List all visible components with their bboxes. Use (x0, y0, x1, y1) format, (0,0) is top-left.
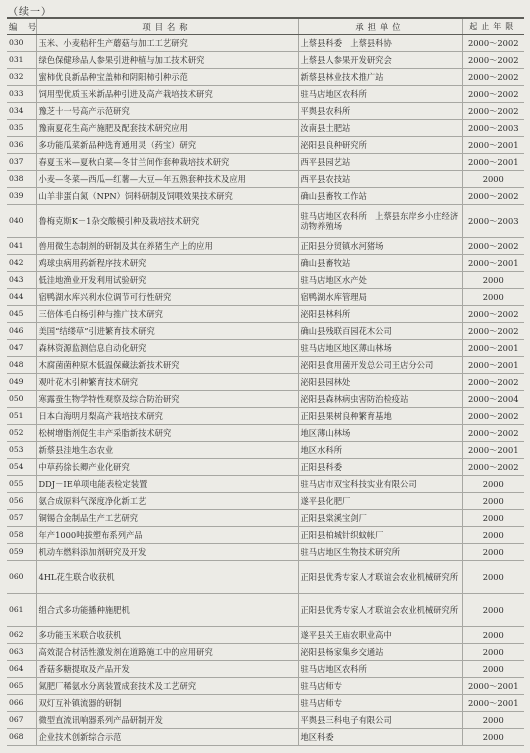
cell-year: 2000～2002 (462, 188, 524, 205)
cell-name: 寒露蚕生物学特性观察及综合防治研究 (36, 391, 298, 408)
table-row (7, 408, 524, 425)
header-name: 项目名称 (36, 18, 298, 35)
cell-no: 032 (7, 69, 36, 86)
cell-no: 039 (7, 188, 36, 205)
cell-year: 2000～2002 (462, 408, 524, 425)
cell-unit: 西平县园艺站 (298, 154, 462, 171)
table-row (7, 729, 524, 746)
cell-unit: 驻马店市双宝科技实业有限公司 (298, 476, 462, 493)
cell-year: 2000 (462, 510, 524, 527)
cell-name: 木腐菌菌种原木低温保藏法新技术研究 (36, 357, 298, 374)
table-row (7, 171, 524, 188)
cell-no: 040 (7, 205, 36, 238)
table-row (7, 544, 524, 561)
cell-unit: 正阳县优秀专家人才联谊会农业机械研究所 (298, 594, 462, 627)
cell-name: 机动车燃料添加剂研究及开发 (36, 544, 298, 561)
cell-year: 2000～2002 (462, 86, 524, 103)
table-row (7, 476, 524, 493)
cell-name: 高效混合材活性激发剂在道路施工中的应用研究 (36, 644, 298, 661)
cell-unit: 地区科委 (298, 729, 462, 746)
cell-no: 061 (7, 594, 36, 627)
cell-unit: 正阳县科委 (298, 459, 462, 476)
cell-name: 鸡球虫病用药新程序技术研究 (36, 255, 298, 272)
cell-no: 046 (7, 323, 36, 340)
cell-year: 2000 (462, 493, 524, 510)
cell-unit: 确山县畜牧站 (298, 255, 462, 272)
cell-year: 2000～2002 (462, 238, 524, 255)
cell-unit: 遂平县化肥厂 (298, 493, 462, 510)
table-row (7, 52, 524, 69)
table-row (7, 238, 524, 255)
cell-year: 2000 (462, 594, 524, 627)
table-row (7, 594, 524, 627)
cell-name: 4HL花生联合收获机 (36, 561, 298, 594)
cell-name: 小麦—冬菜—西瓜—红薯—大豆—年五熟套种技术及应用 (36, 171, 298, 188)
cell-year: 2000～2002 (462, 425, 524, 442)
cell-name: 新蔡县洼地生态农业 (36, 442, 298, 459)
cell-no: 063 (7, 644, 36, 661)
cell-no: 044 (7, 289, 36, 306)
cell-year: 2000～2001 (462, 255, 524, 272)
table-row (7, 272, 524, 289)
cell-year: 2000～2001 (462, 137, 524, 154)
cell-name: 宿鸭湖水库兴利水位调节可行性研究 (36, 289, 298, 306)
cell-name: 观叶花木引种繁育技术研究 (36, 374, 298, 391)
table-row (7, 306, 524, 323)
cell-unit: 泌阳县林科所 (298, 306, 462, 323)
cell-year: 2000～2002 (462, 35, 524, 52)
table-row (7, 442, 524, 459)
cell-year: 2000～2001 (462, 678, 524, 695)
continued-caption: （续一） (8, 7, 52, 18)
cell-year: 2000 (462, 644, 524, 661)
table-row (7, 561, 524, 594)
cell-unit: 正阳县优秀专家人才联谊会农业机械研究所 (298, 561, 462, 594)
cell-unit: 地区薄山林场 (298, 425, 462, 442)
table-row (7, 712, 524, 729)
cell-unit: 平舆县三科电子有限公司 (298, 712, 462, 729)
cell-no: 066 (7, 695, 36, 712)
cell-year: 2000 (462, 544, 524, 561)
cell-name: 森林资源监测信息自动化研究 (36, 340, 298, 357)
cell-year: 2000～2001 (462, 357, 524, 374)
cell-year: 2000 (462, 476, 524, 493)
table-row (7, 86, 524, 103)
cell-name: 春夏玉米—夏秋白菜—冬甘兰间作套种栽培技术研究 (36, 154, 298, 171)
cell-year: 2000 (462, 661, 524, 678)
header-unit: 承担单位 (298, 18, 462, 35)
cell-no: 067 (7, 712, 36, 729)
cell-unit: 平舆县农科所 (298, 103, 462, 120)
cell-no: 058 (7, 527, 36, 544)
cell-no: 056 (7, 493, 36, 510)
table-row (7, 357, 524, 374)
table-row (7, 340, 524, 357)
cell-no: 068 (7, 729, 36, 746)
cell-name: 山羊非蛋白氮（NPN）饲料研制及饲喂效果技术研究 (36, 188, 298, 205)
cell-year: 2000～2002 (462, 52, 524, 69)
cell-unit: 驻马店地区农科所 (298, 86, 462, 103)
cell-year: 2000 (462, 289, 524, 306)
cell-no: 030 (7, 35, 36, 52)
cell-name: 多功能瓜菜新品种选育通用灵（药宝）研究 (36, 137, 298, 154)
cell-name: 企业技术创新综合示范 (36, 729, 298, 746)
cell-no: 042 (7, 255, 36, 272)
cell-no: 052 (7, 425, 36, 442)
cell-no: 065 (7, 678, 36, 695)
cell-unit: 驻马店地区生物技术研究所 (298, 544, 462, 561)
cell-year: 2000～2002 (462, 323, 524, 340)
table-row (7, 678, 524, 695)
cell-year: 2000 (462, 627, 524, 644)
cell-name: 三倍体毛白杨引种与推广技术研究 (36, 306, 298, 323)
cell-unit: 正阳县柏城针织蚊帐厂 (298, 527, 462, 544)
cell-name: 微型直流讯响器系列产品研制开发 (36, 712, 298, 729)
table-row (7, 459, 524, 476)
cell-name: 饲用型优质玉米新品种引进及高产栽培技术研究 (36, 86, 298, 103)
cell-unit: 上蔡县人参果开发研究会 (298, 52, 462, 69)
cell-no: 059 (7, 544, 36, 561)
cell-name: DDJ－IE单项电能表检定装置 (36, 476, 298, 493)
cell-no: 049 (7, 374, 36, 391)
cell-unit: 驻马店地区地区薄山林场 (298, 340, 462, 357)
cell-year: 2000～2001 (462, 442, 524, 459)
table-row (7, 103, 524, 120)
cell-unit: 驻马店师专 (298, 678, 462, 695)
table-row (7, 374, 524, 391)
cell-unit: 正阳县棠溪宝剑厂 (298, 510, 462, 527)
cell-no: 048 (7, 357, 36, 374)
table-row (7, 644, 524, 661)
cell-unit: 泌阳县杨家集乡交通站 (298, 644, 462, 661)
table-row (7, 154, 524, 171)
cell-unit: 确山县残联百园花木公司 (298, 323, 462, 340)
table-row (7, 323, 524, 340)
table-row (7, 510, 524, 527)
cell-name: 豫芝十一号高产示范研究 (36, 103, 298, 120)
project-table (7, 17, 524, 746)
cell-year: 2000～2004 (462, 391, 524, 408)
cell-no: 054 (7, 459, 36, 476)
table-row (7, 205, 524, 238)
table-row (7, 527, 524, 544)
table-row (7, 425, 524, 442)
table-row (7, 661, 524, 678)
cell-no: 064 (7, 661, 36, 678)
cell-no: 051 (7, 408, 36, 425)
header-no: 编 号 (7, 18, 36, 35)
cell-no: 031 (7, 52, 36, 69)
cell-no: 062 (7, 627, 36, 644)
cell-no: 034 (7, 103, 36, 120)
cell-year: 2000～2002 (462, 459, 524, 476)
cell-unit: 泌阳县森林病虫害防治检疫站 (298, 391, 462, 408)
cell-unit: 正阳县果树良种繁育基地 (298, 408, 462, 425)
cell-name: 蜜柿优良新品种宝盖柿和阴阳柿引种示范 (36, 69, 298, 86)
cell-name: 日本白海明月梨高产栽培技术研究 (36, 408, 298, 425)
cell-no: 035 (7, 120, 36, 137)
cell-unit: 确山县畜牧工作站 (298, 188, 462, 205)
cell-name: 绿色保健珍品人参果引进种植与加工技术研究 (36, 52, 298, 69)
cell-no: 043 (7, 272, 36, 289)
cell-name: 多功能玉米联合收获机 (36, 627, 298, 644)
cell-year: 2000 (462, 729, 524, 746)
cell-name: 兽用微生态制剂的研制及其在养猪生产上的应用 (36, 238, 298, 255)
cell-name: 中草药徐长卿产业化研究 (36, 459, 298, 476)
cell-no: 060 (7, 561, 36, 594)
cell-name: 豫南夏花生高产施肥及配套技术研究应用 (36, 120, 298, 137)
cell-no: 057 (7, 510, 36, 527)
cell-year: 2000 (462, 561, 524, 594)
cell-no: 055 (7, 476, 36, 493)
table-row (7, 188, 524, 205)
cell-name: 双灯互补镇流器的研制 (36, 695, 298, 712)
table-row (7, 493, 524, 510)
cell-unit: 西平县农技站 (298, 171, 462, 188)
cell-no: 033 (7, 86, 36, 103)
cell-unit: 驻马店地区农科所 上蔡县东岸乡小庄经济动物养殖场 (298, 205, 462, 238)
cell-no: 041 (7, 238, 36, 255)
cell-no: 047 (7, 340, 36, 357)
cell-no: 053 (7, 442, 36, 459)
cell-unit: 汝南县土肥站 (298, 120, 462, 137)
cell-year: 2000～2003 (462, 205, 524, 238)
cell-year: 2000～2001 (462, 340, 524, 357)
cell-unit: 驻马店地区农科所 (298, 661, 462, 678)
cell-year: 2000～2002 (462, 306, 524, 323)
table-row (7, 137, 524, 154)
cell-year: 2000～2002 (462, 374, 524, 391)
table-row (7, 255, 524, 272)
table-row (7, 120, 524, 137)
cell-name: 铜锡合金制品生产工艺研究 (36, 510, 298, 527)
cell-year: 2000～2001 (462, 695, 524, 712)
cell-year: 2000～2001 (462, 154, 524, 171)
cell-name: 香菇多糖提取及产品开发 (36, 661, 298, 678)
cell-name: 氮肥厂稀氨水分离装置成套技术及工艺研究 (36, 678, 298, 695)
cell-name: 鲁梅克斯K－1杂交酸模引种及栽培技术研究 (36, 205, 298, 238)
cell-name: 组合式多功能播种施肥机 (36, 594, 298, 627)
cell-unit: 遂平县关王庙农职业高中 (298, 627, 462, 644)
cell-no: 037 (7, 154, 36, 171)
cell-unit: 泌阳县园林处 (298, 374, 462, 391)
header-year: 起止年限 (462, 18, 524, 35)
table-row (7, 289, 524, 306)
cell-no: 038 (7, 171, 36, 188)
table-row (7, 627, 524, 644)
cell-unit: 上蔡县科委 上蔡县科协 (298, 35, 462, 52)
cell-no: 045 (7, 306, 36, 323)
cell-name: 氨合成原料气深度净化新工艺 (36, 493, 298, 510)
cell-name: 低洼地渔业开发利用试验研究 (36, 272, 298, 289)
table-row (7, 391, 524, 408)
cell-year: 2000 (462, 712, 524, 729)
cell-year: 2000 (462, 171, 524, 188)
cell-unit: 泌阳县良种研究所 (298, 137, 462, 154)
cell-no: 036 (7, 137, 36, 154)
table-row (7, 35, 524, 52)
cell-unit: 地区水科所 (298, 442, 462, 459)
table-row (7, 69, 524, 86)
cell-unit: 驻马店师专 (298, 695, 462, 712)
cell-unit: 正阳县分贸镇水河猪场 (298, 238, 462, 255)
cell-unit: 宿鸭湖水库管理局 (298, 289, 462, 306)
table-row (7, 695, 524, 712)
cell-name: 玉米、小麦秸秆生产蘑菇与加工工艺研究 (36, 35, 298, 52)
cell-unit: 新蔡县林业技术推广站 (298, 69, 462, 86)
cell-unit: 泌阳县食用菌开发总公司王店分公司 (298, 357, 462, 374)
cell-year: 2000～2002 (462, 69, 524, 86)
table-header-row (7, 18, 524, 35)
cell-name: 松树增脂剂促生丰产采脂新技术研究 (36, 425, 298, 442)
cell-year: 2000～2002 (462, 103, 524, 120)
cell-no: 050 (7, 391, 36, 408)
cell-year: 2000～2003 (462, 120, 524, 137)
cell-name: 美国“结缕草”引进繁育技术研究 (36, 323, 298, 340)
cell-year: 2000 (462, 272, 524, 289)
cell-year: 2000 (462, 527, 524, 544)
cell-unit: 驻马店地区水产处 (298, 272, 462, 289)
cell-name: 年产1000吨拔塑布系列产品 (36, 527, 298, 544)
